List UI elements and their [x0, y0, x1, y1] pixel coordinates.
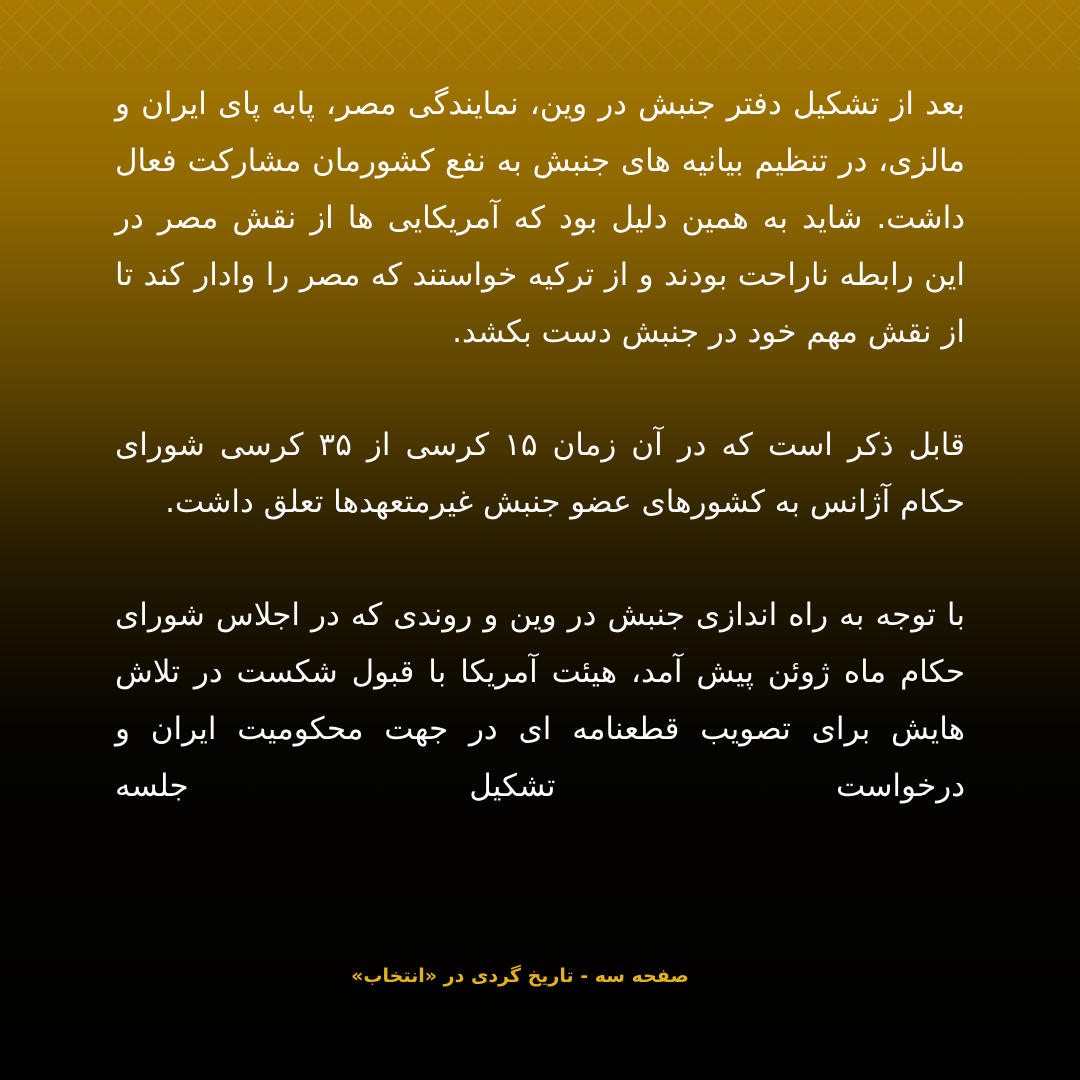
- background-pattern: [0, 0, 1080, 70]
- paragraph-1: بعد از تشکیل دفتر جنبش در وین، نمایندگی مصر، پابه پای ایران و مالزی، در تنظیم بیانیه های جنبش به نفع کشورمان مشارکت فعال داشت. شاید به همین دلیل بود که آمریکایی ها از نقش مصر در این رابطه ناراحت بودند و از ترکیه خواستند که مصر را وادار کند تا از نقش مهم خود در جنبش دست بکشد.: [115, 86, 965, 350]
- paragraph-3: با توجه به راه اندازی جنبش در وین و روندی که در اجلاس شورای حکام ماه ژوئن پیش آمد، هیئت آمریکا با قبول شکست در تلاش هایش برای تصویب قطعنامه ای در جهت محکومیت ایران و درخواست تشکیل جلسه: [115, 597, 965, 804]
- paragraph-2: قابل ذکر است که در آن زمان ۱۵ کرسی از ۳۵ کرسی شورای حکام آژانس به کشورهای عضو جنبش غیرمتعهدها تعلق داشت.: [115, 427, 965, 520]
- article-body: [115, 76, 965, 871]
- page-footer: صفحه سه - تاریخ گردی در «انتخاب»: [351, 965, 689, 987]
